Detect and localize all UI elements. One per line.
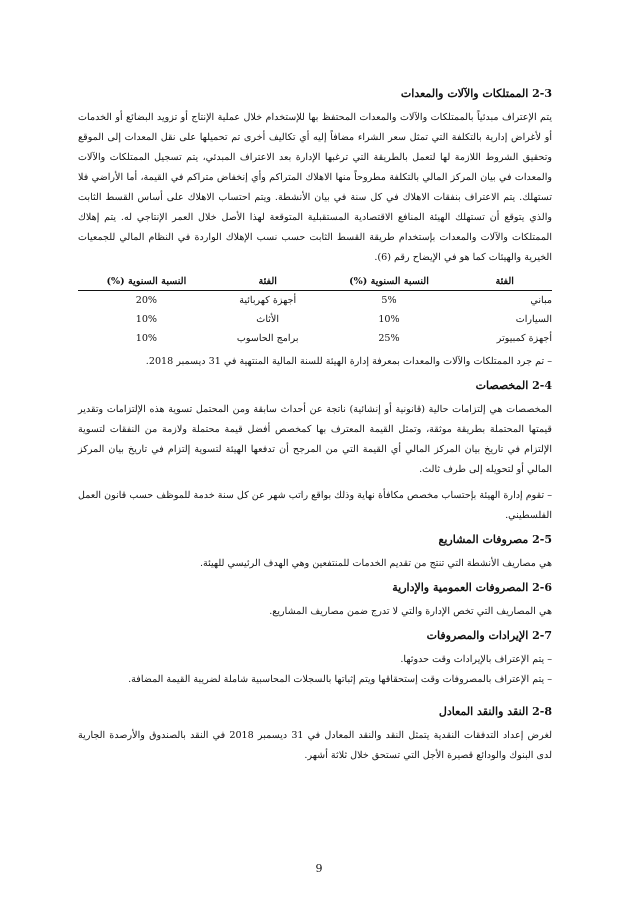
expenses-line: – يتم الإعتراف بالمصروفات وقت إستحقاقها ويتم إثباتها بالسجلات المحاسبية شاملة لضريبة القيمة المضافة.: [128, 674, 552, 685]
revenues-line: – يتم الإعتراف بالإيرادات وقت حدوثها.: [400, 654, 552, 665]
section-heading-cash: 2-8 النقد والنقد المعادل: [438, 705, 552, 718]
provisions-note: – تقوم إدارة الهيئة بإحتساب مخصص مكافأة نهاية وذلك بواقع راتب شهر عن كل سنة خدمة للموظف حسب قانون العمل الفلسطيني.: [78, 490, 552, 521]
admin-expenses-paragraph: هي المصاريف التي تخص الإدارة والتي لا تدرج ضمن مصاريف المشاريع.: [269, 606, 552, 617]
table-header: النسبة السنوية (%): [78, 274, 215, 291]
table-cell: برامج الحاسوب: [236, 333, 299, 344]
table-cell: الأثاث: [256, 314, 280, 325]
section-heading-provisions: 2-4 المخصصات: [475, 379, 552, 392]
document-page: [78, 86, 552, 772]
depreciation-rates-table: [78, 274, 552, 348]
table-cell: 5%: [381, 295, 397, 306]
table-row: [78, 310, 552, 329]
table-cell: أجهزة كمبيوتر: [496, 333, 552, 344]
table-header: النسبة السنوية (%): [321, 274, 458, 291]
table-header: الفئة: [215, 274, 321, 291]
page-number: 9: [315, 862, 323, 875]
project-expenses-paragraph: هي مصاريف الأنشطة التي تنتج من تقديم الخدمات للمنتفعين وهي الهدف الرئيسي للهيئة.: [199, 558, 552, 569]
table-cell: 20%: [135, 295, 158, 306]
table-cell: 25%: [378, 333, 400, 344]
provisions-paragraph: المخصصات هي إلتزامات حالية (قانونية أو إنشائية) ناتجة عن أحداث سابقة ومن المحتمل تسوية هذه الإلتزامات وتقدير قيمتها المحتملة بطريقة موثقة، وتمثل القيمة المعترف بها كمخصص أفضل قيمة محتملة ولازمة من النفقات لتسوية الإلتزام في تاريخ بيان المركز المالي أي القيمة التي من المرجح أن تدفعها الهيئة لتسوية إلتزام في تاريخ بيان المركز المالي أو لتحويله إلى طرف ثالث.: [78, 404, 552, 475]
table-header-row: [78, 274, 552, 291]
table-cell: 10%: [378, 314, 400, 325]
section-heading-revenues: 2-7 الإيرادات والمصروفات: [426, 629, 552, 642]
table-cell: أجهزة كهربائية: [239, 295, 297, 306]
table-cell: 10%: [135, 314, 158, 325]
table-header: الفئة: [457, 274, 552, 291]
section-heading-project-expenses: 2-5 مصروفات المشاريع: [438, 533, 552, 546]
table-cell: 10%: [135, 333, 158, 344]
table-row: [78, 329, 552, 348]
table-cell: السيارات: [515, 314, 552, 325]
table-cell: مباني: [530, 295, 552, 306]
property-paragraph: يتم الإعتراف مبدئياً بالممتلكات والآلات والمعدات المحتفظ بها للإستخدام خلال عملية الإنتاج أو تزويد البضائع أو الخدمات أو لأغراض إدارية بالتكلفة التي تمثل سعر الشراء مضافاً إليه أي تكاليف أخرى تم تحميلها على نقل المعدات إلى الموقع وتحقيق الشروط اللازمة لها لتعمل بالطريقة التي ترغبها الإدارة بعد الاعتراف المبدئي، يتم تسجيل الممتلكات والآلات والمعدات في بيان المركز المالي بالتكلفة مطروحاً منها الاهلاك المتراكم وأي إنخفاض متراكم في القيمة، أما الأراضي فلا تستهلك. يتم الاعتراف بنفقات الاهلاك في كل سنة في بيان الأنشطة. ويتم احتساب الاهلاك على أساس القسط الثابت والذي يتوقع أن تستهلك الهيئة المنافع الاقتصادية المستقبلية المتوقعة لهذا الأصل خلال العمر الإنتاجي له. يتم إهلاك الممتلكات والآلات والمعدات بإستخدام طريقة القسط الثابت حسب نسب الإهلاك الواردة في النظام المالي للجمعيات الخيرية والهيئات كما هو في الإيضاح رقم (6).: [78, 112, 552, 263]
cash-paragraph: لغرض إعداد التدفقات النقدية يتمثل النقد والنقد المعادل في 31 ديسمبر 2018 في النقد بالصندوق والأرصدة الجارية لدى البنوك والودائع قصيرة الأجل التي تستحق خلال ثلاثة أشهر.: [78, 730, 552, 761]
inventory-note: – تم جرد الممتلكات والآلات والمعدات بمعرفة إدارة الهيئة للسنة المالية المنتهية في 31 ديسمبر 2018.: [145, 356, 552, 367]
section-heading-property: 2-3 الممتلكات والآلات والمعدات: [400, 87, 552, 100]
section-heading-admin-expenses: 2-6 المصروفات العمومية والإدارية: [392, 581, 552, 594]
table-row: [78, 291, 552, 311]
